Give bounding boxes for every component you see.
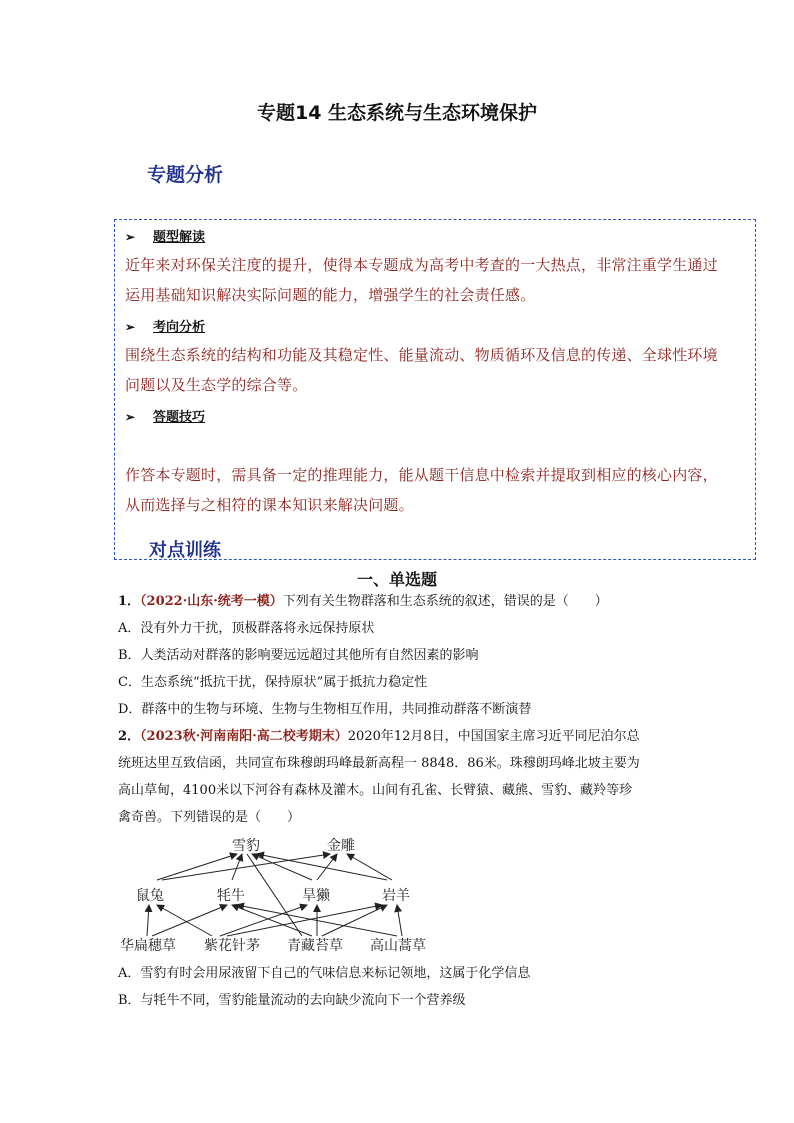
question-text: 高山草甸，4100米以下河谷有森林及灌木。山间有孔雀、长臂猿、藏熊、雪豹、藏羚等珍 [118, 783, 633, 798]
subheading-label: 答题技巧 [153, 410, 206, 425]
question-2-option-a: A．雪豹有时会用尿液留下自己的气味信息来标记领地，这属于化学信息 [118, 966, 531, 981]
node-bottom-1: 华扁穗草 [120, 938, 176, 954]
food-web-diagram [112, 830, 442, 960]
node-mid-3: 旱獭 [302, 888, 330, 904]
question-text: 统班达里互致信函，共同宣布珠穆朗玛峰最新高程一 8848．86米。珠穆朗玛峰北坡主要为 [118, 756, 640, 771]
text-line: 作答本专题时，需具备一定的推理能力，能从题干信息中检索并提取到相应的核心内容， [125, 466, 718, 484]
food-web-arrows [147, 854, 402, 936]
arrow-icon: ➢ [125, 410, 136, 424]
subheading-exam-direction [125, 316, 205, 335]
analysis-heading: 专题分析 [147, 164, 224, 186]
exam-direction-text [125, 340, 751, 400]
arrow-icon: ➢ [125, 320, 136, 334]
question-1-option-b: B．人类活动对群落的影响要远远超过其他所有自然因素的影响 [118, 648, 479, 663]
part-title: 一、单选题 [356, 570, 437, 589]
text-line: 运用基础知识解决实际问题的能力，增强学生的社会责任感。 [125, 286, 536, 304]
question-source: （2023秋·河南南阳·高二校考期末） [140, 729, 348, 744]
question-1-option-d: D．群落中的生物与环境、生物与生物相互作用，共同推动群落不断演替 [118, 702, 532, 717]
node-bottom-2: 紫花针茅 [204, 938, 260, 954]
question-text: 禽奇兽。下列错误的是（ ） [118, 810, 301, 825]
question-text: 2020年12月8日，中国国家主席习近平同尼泊尔总 [347, 729, 640, 744]
page-title: 专题14 生态系统与生态环境保护 [256, 102, 538, 124]
text-line: 围绕生态系统的结构和功能及其稳定性、能量流动、物质循环及信息的传递、全球性环境 [125, 346, 718, 364]
question-number: 1． [118, 594, 141, 609]
node-mid-4: 岩羊 [382, 888, 410, 904]
subheading-question-type [125, 226, 205, 245]
subheading-label: 考向分析 [153, 320, 206, 335]
question-1-stem [118, 588, 698, 615]
question-2-stem [118, 723, 698, 831]
question-text: 下列有关生物群落和生态系统的叙述，错误的是（ ） [282, 594, 608, 609]
node-bottom-4: 高山蒿草 [370, 938, 426, 954]
answer-tips-text [125, 460, 751, 520]
text-line: 从而选择与之相符的课本知识来解决问题。 [125, 496, 414, 514]
subheading-answer-tips [125, 406, 205, 425]
text-line: 近年来对环保关注度的提升，使得本专题成为高考中考查的一大热点，非常注重学生通过 [125, 256, 718, 274]
food-web-labels [120, 838, 426, 954]
arrow-icon: ➢ [125, 230, 136, 244]
node-top-1: 雪豹 [232, 838, 260, 854]
subheading-label: 题型解读 [153, 230, 206, 245]
training-heading: 对点训练 [149, 540, 221, 561]
question-2-option-b: B．与牦牛不同，雪豹能量流动的去向缺少流向下一个营养级 [118, 993, 466, 1008]
question-source: （2022·山东·统考一模） [140, 594, 283, 609]
text-line: 问题以及生态学的综合等。 [125, 376, 308, 394]
analysis-box [114, 219, 756, 560]
question-number: 2． [118, 729, 141, 744]
node-top-2: 金雕 [327, 838, 355, 854]
question-1-option-a: A．没有外力干扰，顶极群落将永远保持原状 [118, 621, 375, 636]
question-type-text [125, 250, 751, 310]
node-bottom-3: 青藏苔草 [287, 938, 343, 954]
question-1-option-c: C．生态系统“抵抗干扰，保持原状”属于抵抗力稳定性 [118, 675, 428, 690]
node-mid-2: 牦牛 [217, 888, 245, 904]
node-mid-1: 鼠兔 [136, 888, 164, 904]
